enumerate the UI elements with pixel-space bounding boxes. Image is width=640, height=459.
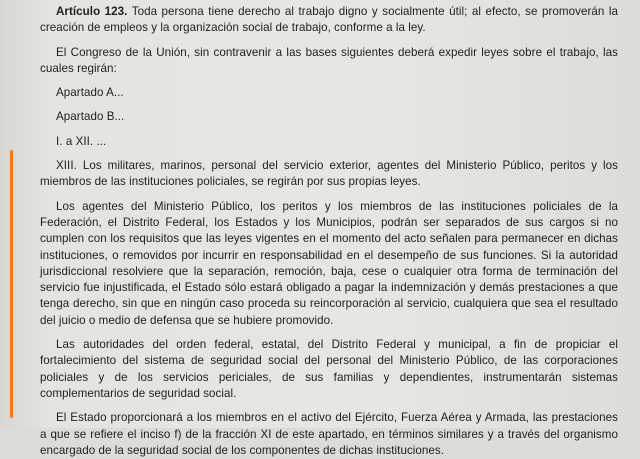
fracciones-i-xii: I. a XII. ... <box>56 134 107 148</box>
article-label: Artículo 123. <box>56 5 128 18</box>
estado-paragraph: El Estado proporcionará a los miembros en el activo del Ejército, Fuerza Aérea y Armada, las prestaciones a que se refiere el inciso f) de la fracción XI de este apartado, en términos similares y a través del organismo encargado de la seguridad social de los componentes de dichas instituciones. <box>40 411 618 457</box>
autoridades-paragraph: Las autoridades del orden federal, estatal, del Distrito Federal y municipal, a fin de propiciar el fortalecimiento del sistema de seguridad social del personal del Ministerio Público, de las corporaciones policiales y de los servicios periciales, de sus familias y dependientes, instrumentarán sistemas complementarios de seguridad social. <box>40 338 618 400</box>
apartado-b: Apartado B... <box>56 110 125 124</box>
article-paragraph <box>40 4 618 37</box>
margin-highlight-bar <box>10 150 13 418</box>
agentes-paragraph: Los agentes del Ministerio Público, los peritos y los miembros de las instituciones policiales de la Federación, el Distrito Federal, los Estados y los Municipios, podrán ser separados de sus cargos si no cumplen con los requisitos que las leyes vigentes en el momento del acto señalen para permanecer en dichas instituciones, o removidos por incurrir en responsabilidad en el desempeño de sus funciones. Si la autoridad jurisdiccional resolviere que la separación, remoción, baja, cese o cualquier otra forma de terminación del servicio fue injustificada, el Estado sólo estará obligado a pagar la indemnización y demás prestaciones a que tenga derecho, sin que en ningún caso proceda su reincorporación al servicio, cualquiera que sea el resultado del juicio o medio de defensa que se hubiere promovido. <box>40 199 618 327</box>
fraccion-xiii: XIII. Los militares, marinos, personal del servicio exterior, agentes del Ministerio Público, peritos y los miembros de las instituciones policiales, se regirán por sus propias leyes. <box>40 159 618 189</box>
article-text: Toda persona tiene derecho al trabajo digno y socialmente útil; al efecto, se promoverán la creación de empleos y la organización social de trabajo, conforme a la ley. <box>40 5 618 35</box>
law-text <box>40 4 618 459</box>
apartado-a: Apartado A... <box>56 86 124 100</box>
congreso-paragraph: El Congreso de la Unión, sin contravenir a las bases siguientes deberá expedir leyes sobre el trabajo, las cuales regirán: <box>40 45 618 75</box>
